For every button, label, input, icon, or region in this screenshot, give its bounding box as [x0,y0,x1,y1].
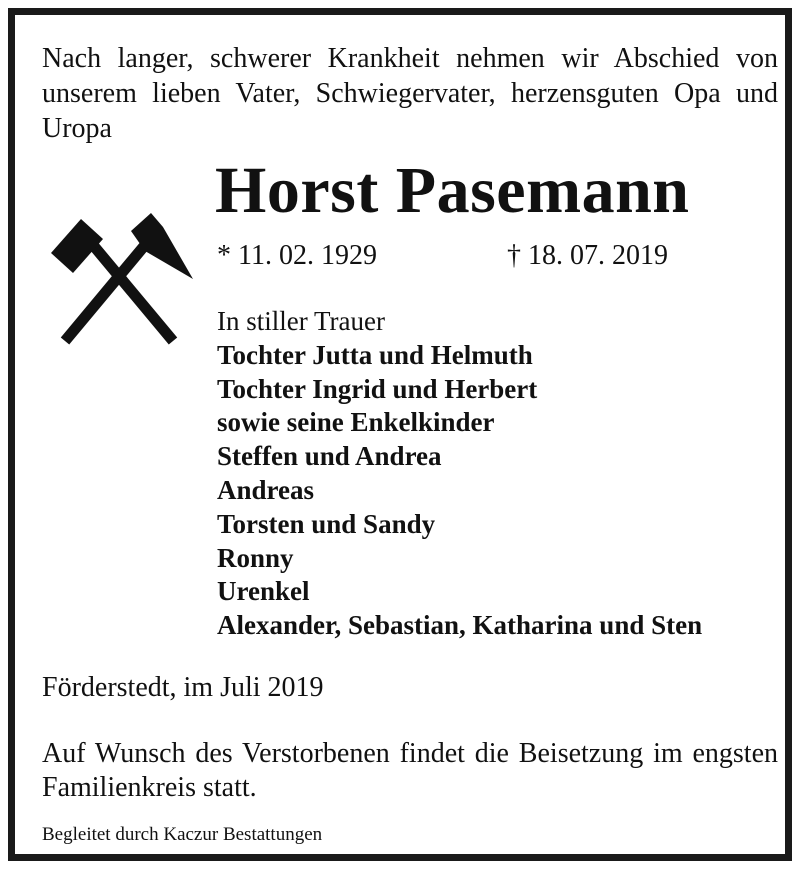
funeral-note: Auf Wunsch des Verstorbenen findet die Beisetzung im engsten Familienkreis statt. [42,738,778,803]
birth-date: * 11. 02. 1929 [217,240,377,271]
mourner-item: Alexander, Sebastian, Katharina und Sten [217,610,703,641]
mourner-item: Urenkel [217,576,310,607]
hammer-and-pick-icon [45,211,195,346]
obituary-frame [8,8,792,861]
mourner-item: Steffen und Andrea [217,441,442,472]
mourner-item: Torsten und Sandy [217,508,436,539]
mourner-item: sowie seine Enkelkinder [217,407,495,438]
mourner-item: Tochter Ingrid und Herbert [217,373,538,404]
mourners-lead: In stiller Trauer [217,306,385,336]
place-and-date: Förderstedt, im Juli 2019 [42,672,324,703]
death-date: † 18. 07. 2019 [507,240,668,271]
mourner-item: Ronny [217,542,294,573]
intro-text: Nach langer, schwerer Krankheit nehmen wir Abschied von unserem lieben Vater, Schwiegervater, herzensguten Opa und Uropa [42,43,778,144]
deceased-name: Horst Pasemann [215,154,690,227]
mourner-item: Andreas [217,474,315,505]
mourners-list [217,305,702,643]
mourner-item: Tochter Jutta und Helmuth [217,339,533,370]
undertaker-credit: Begleitet durch Kaczur Bestattungen [42,824,323,845]
